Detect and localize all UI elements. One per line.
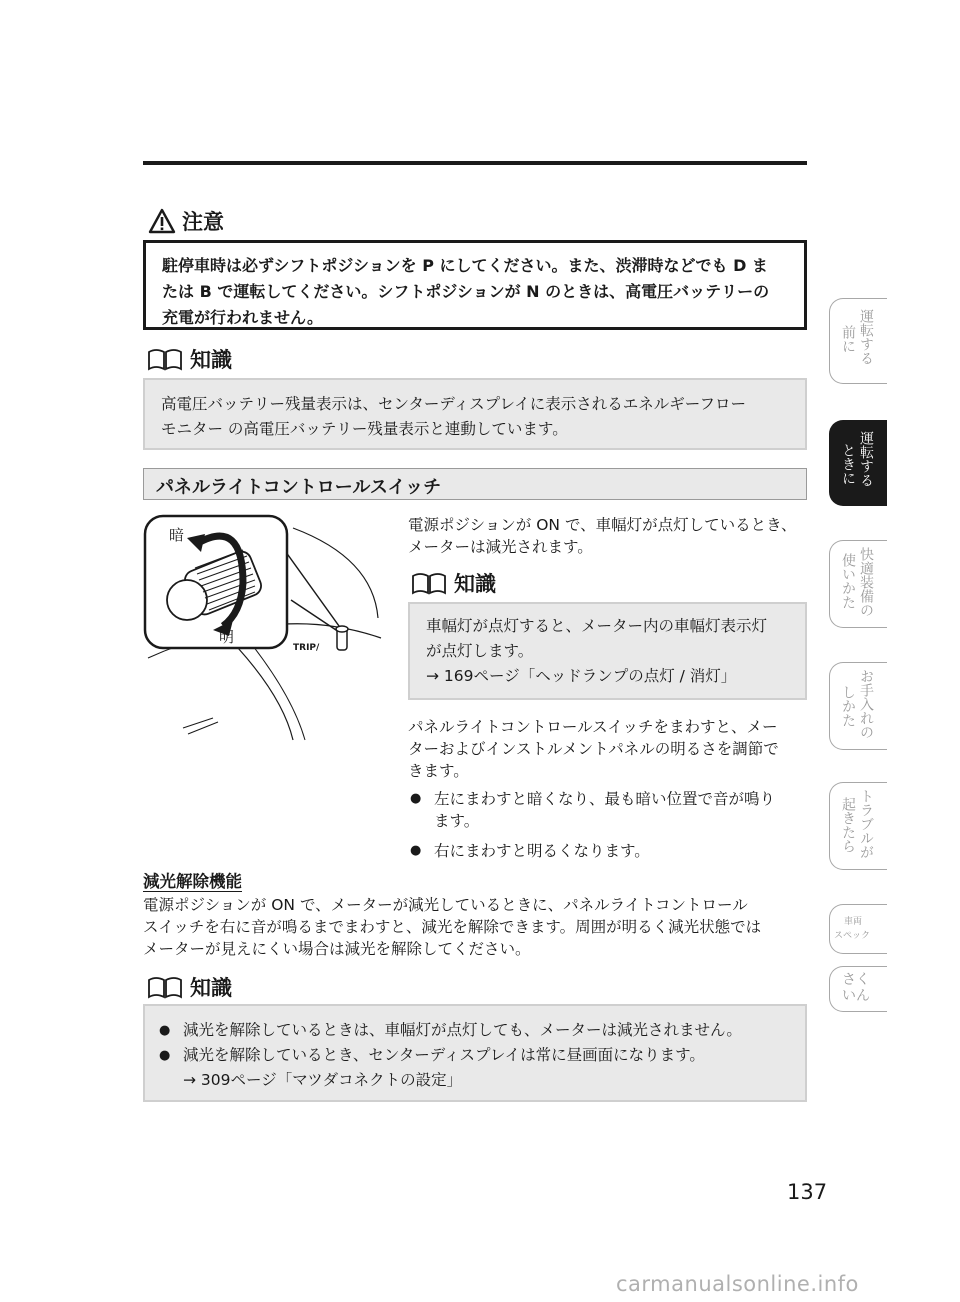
knowledge-box-2: [408, 602, 807, 700]
kn-ref: → 169ページ「ヘッドランプの点灯 / 消灯」: [426, 667, 737, 685]
knowledge-title-3: 知識: [190, 976, 232, 1000]
desc-line-2: ターおよびインストルメントパネルの明るさを調節で: [408, 740, 779, 758]
dimming-cancel-title: 減光解除機能: [143, 872, 242, 891]
knowledge-box-3: [143, 1004, 807, 1102]
caution-line-1: 駐停車時は必ずシフトポジションを P にしてください。また、渋滞時などでも D ま: [162, 256, 768, 275]
desc-line-3: きます。: [408, 762, 469, 780]
switch-description: [408, 716, 807, 862]
caution-box: [143, 240, 807, 330]
bullet-dot: ●: [159, 1048, 171, 1063]
bullet-dot: ●: [410, 791, 422, 806]
caution-heading: [148, 206, 224, 236]
desc-line-1: パネルライトコントロールスイッチをまわすと、メー: [408, 718, 778, 736]
knowledge-title-1: 知識: [190, 348, 232, 372]
trip-label: TRIP/: [293, 643, 320, 653]
page-number: 137: [787, 1180, 828, 1204]
knowledge1-line-2: モニター の高電圧バッテリー残量表示と連動しています。: [161, 420, 568, 438]
open-book-icon: [410, 571, 448, 595]
bullet-dot: ●: [410, 843, 422, 858]
bullet2-text: 右にまわすと明るくなります。: [434, 842, 650, 860]
caution-line-2: たは B で運転してください。シフトポジションが N のときは、高電圧バッテリーの: [162, 282, 770, 301]
bullet-dot: ●: [159, 1023, 171, 1038]
bright-label: 明: [219, 628, 235, 646]
dimming-line-2: スイッチを右に音が鳴るまでまわすと、減光を解除できます。周囲が明るく減光状態では: [143, 918, 762, 936]
watermark: carmanualsonline.info: [616, 1272, 859, 1296]
warning-triangle-icon: [148, 208, 176, 234]
caution-line-3: 充電が行われません。: [162, 308, 323, 327]
tab-before-driving[interactable]: 運転する 前に: [829, 298, 887, 384]
panel-light-switch-illustration: [143, 508, 383, 748]
tab-while-driving[interactable]: 運転する ときに: [829, 420, 887, 506]
tab-comfort-features[interactable]: 快適装備の 使いかた: [829, 540, 887, 628]
knowledge1-line-1: 高電圧バッテリー残量表示は、センターディスプレイに表示されるエネルギーフロー: [161, 395, 746, 413]
kn3-bullet-1: 減光を解除しているときは、車幅灯が点灯しても、メーターは減光されません。: [183, 1021, 742, 1039]
dimming-line-3: メーターが見えにくい場合は減光を解除してください。: [143, 940, 531, 958]
intro-line-1: 電源ポジションが ON で、車幅灯が点灯しているとき、: [408, 516, 797, 534]
bullet1-line-a: 左にまわすと暗くなり、最も暗い位置で音が鳴り: [434, 790, 776, 808]
caution-title: 注意: [182, 210, 224, 234]
intro-line-2: メーターは減光されます。: [408, 538, 593, 556]
top-rule: [143, 161, 807, 165]
dimming-cancel-body: [143, 894, 807, 960]
open-book-icon: [146, 347, 184, 371]
tab-vehicle-specs[interactable]: 車両 スペック: [829, 904, 887, 954]
kn-line-1: 車幅灯が点灯すると、メーター内の車幅灯表示灯: [426, 617, 768, 635]
kn-line-2: が点灯します。: [426, 642, 534, 660]
list-item: [157, 1043, 793, 1093]
knowledge-heading-1: [146, 344, 232, 374]
tab-troubleshooting[interactable]: トラブルが 起きたら: [829, 782, 887, 870]
right-intro: [408, 514, 797, 558]
knowledge-box-1: [143, 378, 807, 450]
dimming-line-1: 電源ポジションが ON で、メーターが減光しているときに、パネルライトコントロール: [143, 896, 748, 914]
section-title: パネルライトコントロールスイッチ: [143, 468, 807, 500]
open-book-icon: [146, 975, 184, 999]
list-item: [157, 1018, 793, 1043]
tab-index[interactable]: さく いん: [829, 966, 887, 1012]
tab-maintenance[interactable]: お手入れの しかた: [829, 662, 887, 750]
kn3-ref: → 309ページ「マツダコネクトの設定」: [183, 1071, 463, 1089]
knowledge-title-2: 知識: [454, 572, 496, 596]
knowledge-heading-3: [146, 972, 232, 1002]
list-item: [408, 840, 807, 862]
bullet1-line-b: ます。: [434, 812, 480, 830]
dark-label: 暗: [169, 526, 185, 544]
kn3-bullet-2: 減光を解除しているとき、センターディスプレイは常に昼画面になります。: [183, 1046, 705, 1064]
list-item: [408, 788, 807, 832]
knowledge-heading-2: [410, 568, 496, 598]
